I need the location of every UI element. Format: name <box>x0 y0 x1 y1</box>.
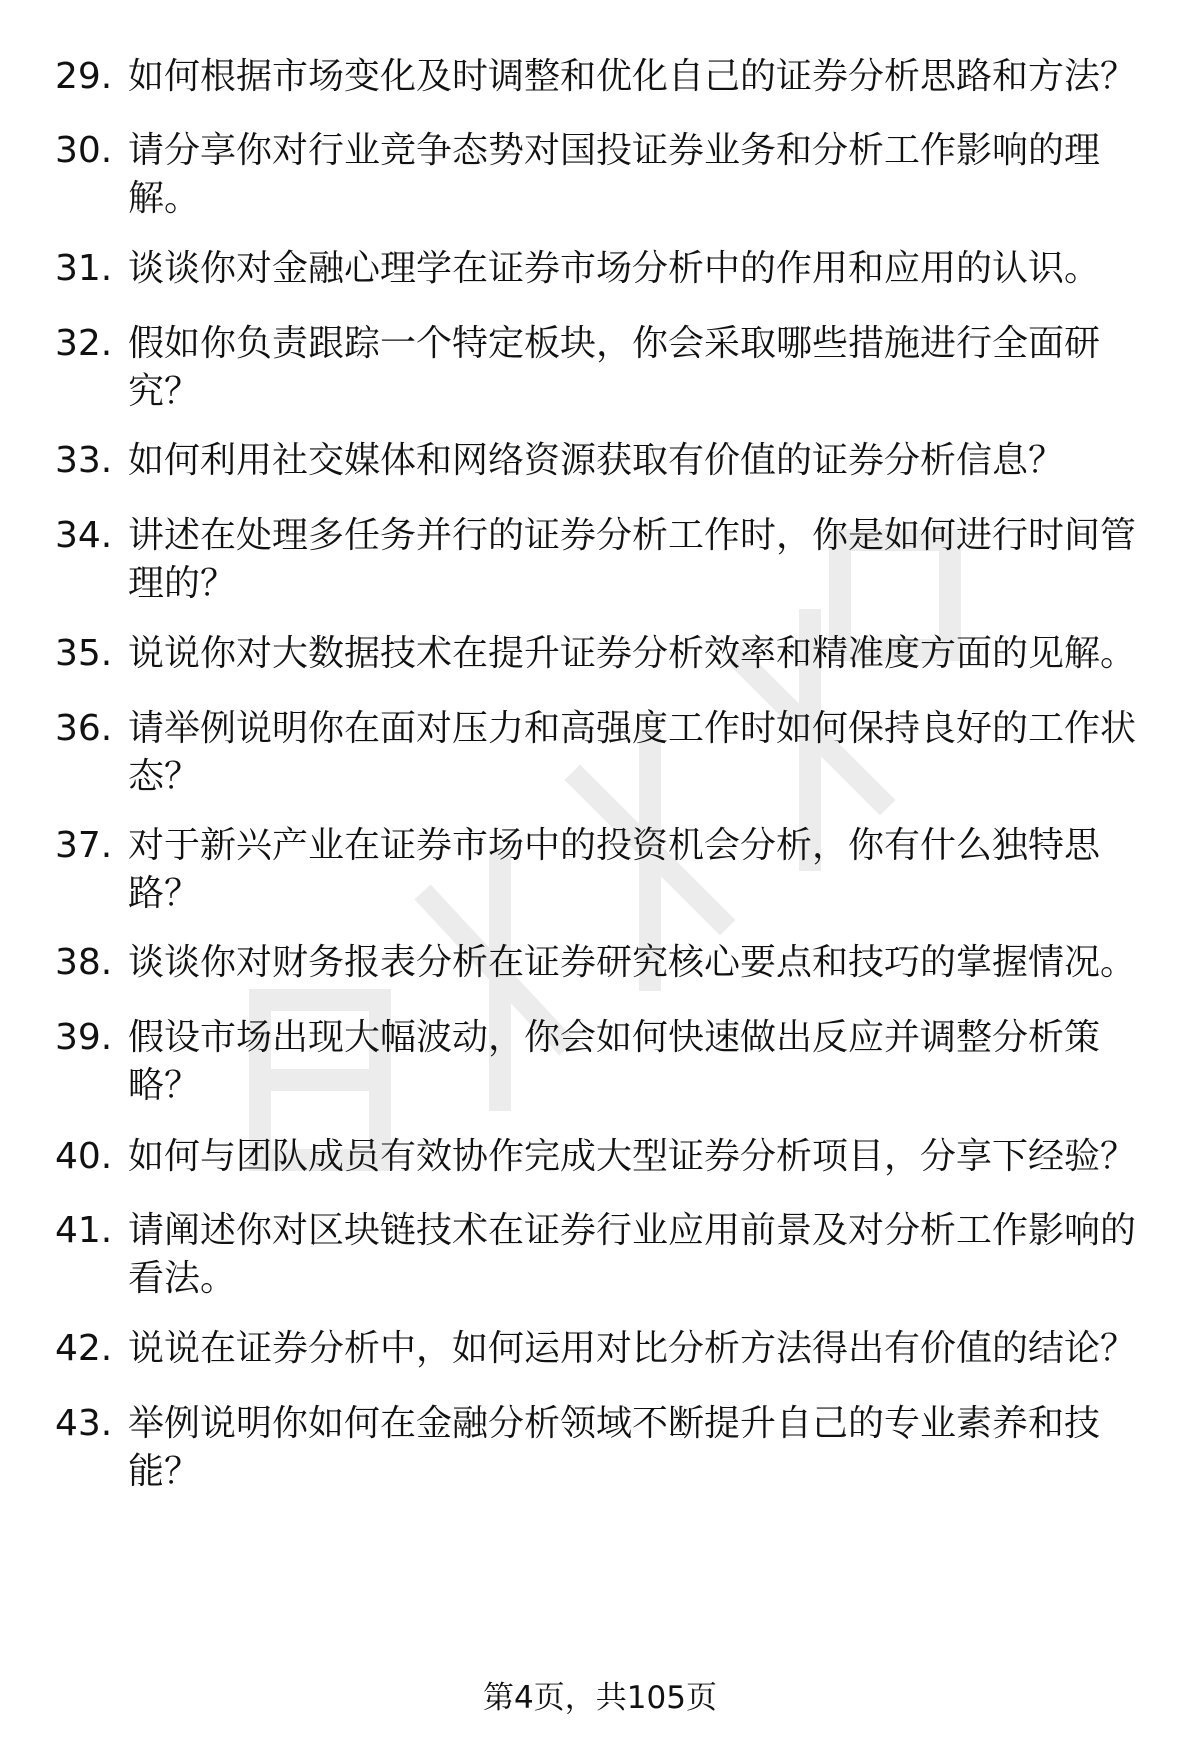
page-footer: 第4页，共105页 <box>483 1680 717 1716</box>
question-number: 37. <box>55 825 113 866</box>
question-number: 29. <box>55 56 113 97</box>
question-text: 请举例说明你在面对压力和高强度工作时如何保持良好的工作状态？ <box>128 708 1137 797</box>
question-text: 谈谈你对财务报表分析在证券研究核心要点和技巧的掌握情况。 <box>128 942 1137 983</box>
question-text: 举例说明你如何在金融分析领域不断提升自己的专业素养和技能？ <box>128 1403 1101 1492</box>
question-number: 38. <box>55 942 113 983</box>
question-number: 33. <box>55 440 113 481</box>
question-number: 36. <box>55 708 113 749</box>
question-number: 42. <box>55 1328 113 1369</box>
question-number: 35. <box>55 633 113 674</box>
question-number: 43. <box>55 1403 113 1444</box>
question-text: 请阐述你对区块链技术在证券行业应用前景及对分析工作影响的看法。 <box>128 1210 1137 1299</box>
question-number: 31. <box>55 248 113 289</box>
question-text: 对于新兴产业在证券市场中的投资机会分析，你有什么独特思路？ <box>128 825 1101 914</box>
question-number: 34. <box>55 515 113 556</box>
question-text: 如何根据市场变化及时调整和优化自己的证券分析思路和方法？ <box>128 56 1137 97</box>
question-number: 39. <box>55 1017 113 1058</box>
question-text: 讲述在处理多任务并行的证券分析工作时，你是如何进行时间管理的？ <box>128 515 1137 604</box>
question-text: 谈谈你对金融心理学在证券市场分析中的作用和应用的认识。 <box>128 248 1101 289</box>
question-text: 假如你负责跟踪一个特定板块，你会采取哪些措施进行全面研究？ <box>128 323 1101 412</box>
question-text: 请分享你对行业竞争态势对国投证券业务和分析工作影响的理解。 <box>128 130 1101 219</box>
question-number: 40. <box>55 1136 113 1177</box>
question-text: 假设市场出现大幅波动，你会如何快速做出反应并调整分析策略？ <box>128 1017 1101 1106</box>
question-text: 说说你对大数据技术在提升证券分析效率和精准度方面的见解。 <box>128 633 1137 674</box>
question-text: 如何利用社交媒体和网络资源获取有价值的证券分析信息？ <box>128 440 1065 481</box>
question-number: 32. <box>55 323 113 364</box>
question-number: 30. <box>55 130 113 171</box>
question-text: 如何与团队成员有效协作完成大型证券分析项目，分享下经验？ <box>128 1136 1137 1177</box>
question-number: 41. <box>55 1210 113 1251</box>
question-text: 说说在证券分析中，如何运用对比分析方法得出有价值的结论？ <box>128 1328 1137 1369</box>
